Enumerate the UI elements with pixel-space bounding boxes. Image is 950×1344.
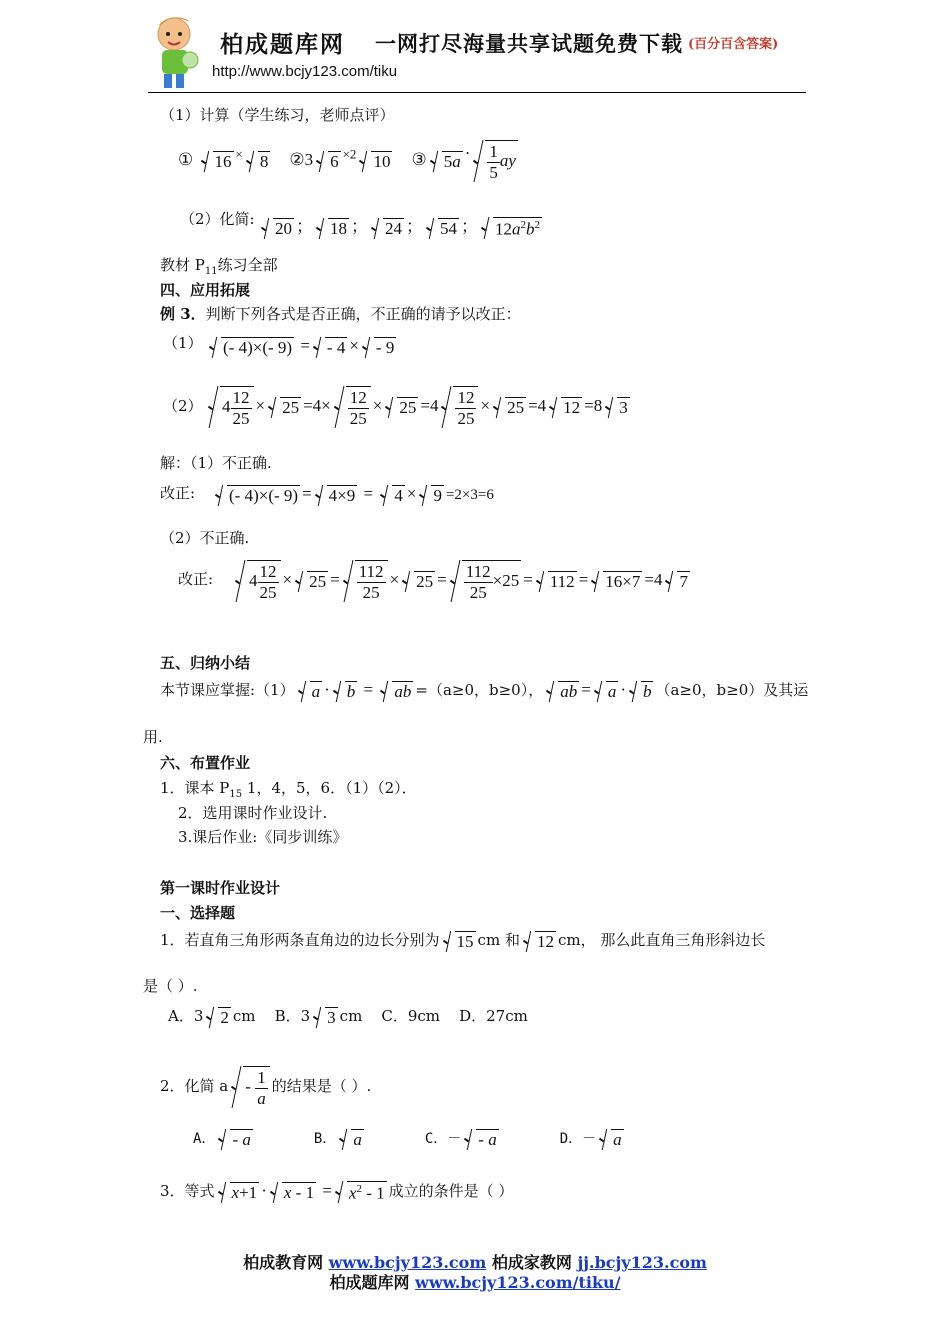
question-2-options: A． - a B． a C．－ - a D．－ a — [193, 1129, 622, 1149]
homework-3: 3.课后作业:《同步训练》 — [178, 828, 348, 846]
fix-1-expression: (- 4)×(- 9) = 4×9 = 4 × 9 =2×3=6 — [212, 484, 494, 505]
example-3: 例 3．判断下列各式是否正确，不正确的请予以改正： — [160, 305, 521, 323]
fix-1-label: 改正: — [160, 484, 196, 502]
header-url[interactable]: http://www.bcjy123.com/tiku — [212, 63, 398, 80]
brand-slogan: 一网打尽海量共享试题免费下载 — [375, 31, 683, 56]
question-1-tail: 是（ ）. — [143, 977, 198, 995]
fix-2-expression: 4 $\frac{12}{25}$ × 25 = $\frac{112}{25}$ × 25 = $\frac{112}{25}$ ×25 = 112 = 16×7 =4 7 — [232, 560, 692, 602]
brand-slogan-tag: (百分百含答案) — [688, 37, 779, 52]
section-5-title: 五、归纳小结 — [160, 654, 251, 672]
homework-2: 2．选用课时作业设计. — [178, 804, 328, 822]
summary-line: 本节课应掌握:（1） a · b = ab =（a≥0，b≥0）， ab = a · b （a≥0，b≥0）及其运 — [160, 680, 809, 701]
exercise-2-label: （2）化简: — [180, 210, 255, 228]
exercise-1-expressions: ① 16 × 8 ②3 6 $^{\times 2}$ 10 ③ 5a · $\frac{1}{5}$ ay — [178, 142, 516, 182]
example-q2-expression: 4 $\frac{12}{25}$ × 25 =4× $\frac{12}{25}$ × 25 =4 $\frac{12}{25}$ × 25 =4 12 =8 3 — [205, 386, 632, 428]
homework-1: 1．课本 $P_{15}$ 1，4，5，6．（1）（2）． — [160, 779, 417, 800]
brand-title: 柏成题库网 — [220, 31, 345, 58]
example-q2-label: （2） — [163, 397, 203, 415]
design-title: 第一课时作业设计 — [160, 879, 281, 897]
section-4-title: 四、应用拓展 — [160, 281, 251, 299]
solution-2: （2）不正确. — [160, 529, 250, 547]
fix-2-label: 改正: — [178, 570, 214, 588]
footer-line-2: 柏成题库网 www.bcjy123.com/tiku/ — [329, 1273, 621, 1292]
exercise-1-title: （1）计算（学生练习，老师点评） — [160, 106, 395, 124]
solution-1: 解：（1）不正确. — [160, 454, 272, 472]
question-1-options: A．3 2 cm B．3 3 cm C．9cm D．27cm — [168, 1007, 528, 1027]
header-divider — [148, 92, 806, 93]
footer-line-1: 柏成教育网 www.bcjy123.com 柏成家教网 jj.bcjy123.com — [243, 1253, 707, 1272]
question-1: 1．若直角三角形两条直角边的边长分别为 15 cm 和 12 cm， 那么此直角三角形斜边长 — [160, 931, 766, 951]
mascot-logo — [150, 12, 208, 92]
section-6-title: 六、布置作业 — [160, 754, 251, 772]
example-q1-label: （1） — [163, 334, 203, 352]
footer-link-tutor[interactable]: jj.bcjy123.com — [577, 1253, 707, 1272]
footer-link-main[interactable]: www.bcjy123.com — [328, 1253, 487, 1272]
question-2: 2．化简 a - $\frac{1}{a}$ 的结果是（ ）. — [160, 1068, 372, 1108]
exercise-2-expressions: 20 ； 18 ； 24 ； 54 ； $12a^2b^2$ — [258, 212, 544, 239]
choice-section-title: 一、选择题 — [160, 904, 236, 922]
example-q1-expression: (- 4)×(- 9) = - 4 × - 9 — [206, 336, 398, 357]
textbook-ref: 教材 $P_{11}$练习全部 — [160, 256, 278, 277]
footer-link-tiku[interactable]: www.bcjy123.com/tiku/ — [415, 1273, 621, 1292]
summary-tail: 用. — [143, 728, 163, 746]
question-3: 3．等式 $x+1 \cdot x - 1 = x^2 - 1$ 成立的条件是（ ） — [160, 1181, 514, 1203]
